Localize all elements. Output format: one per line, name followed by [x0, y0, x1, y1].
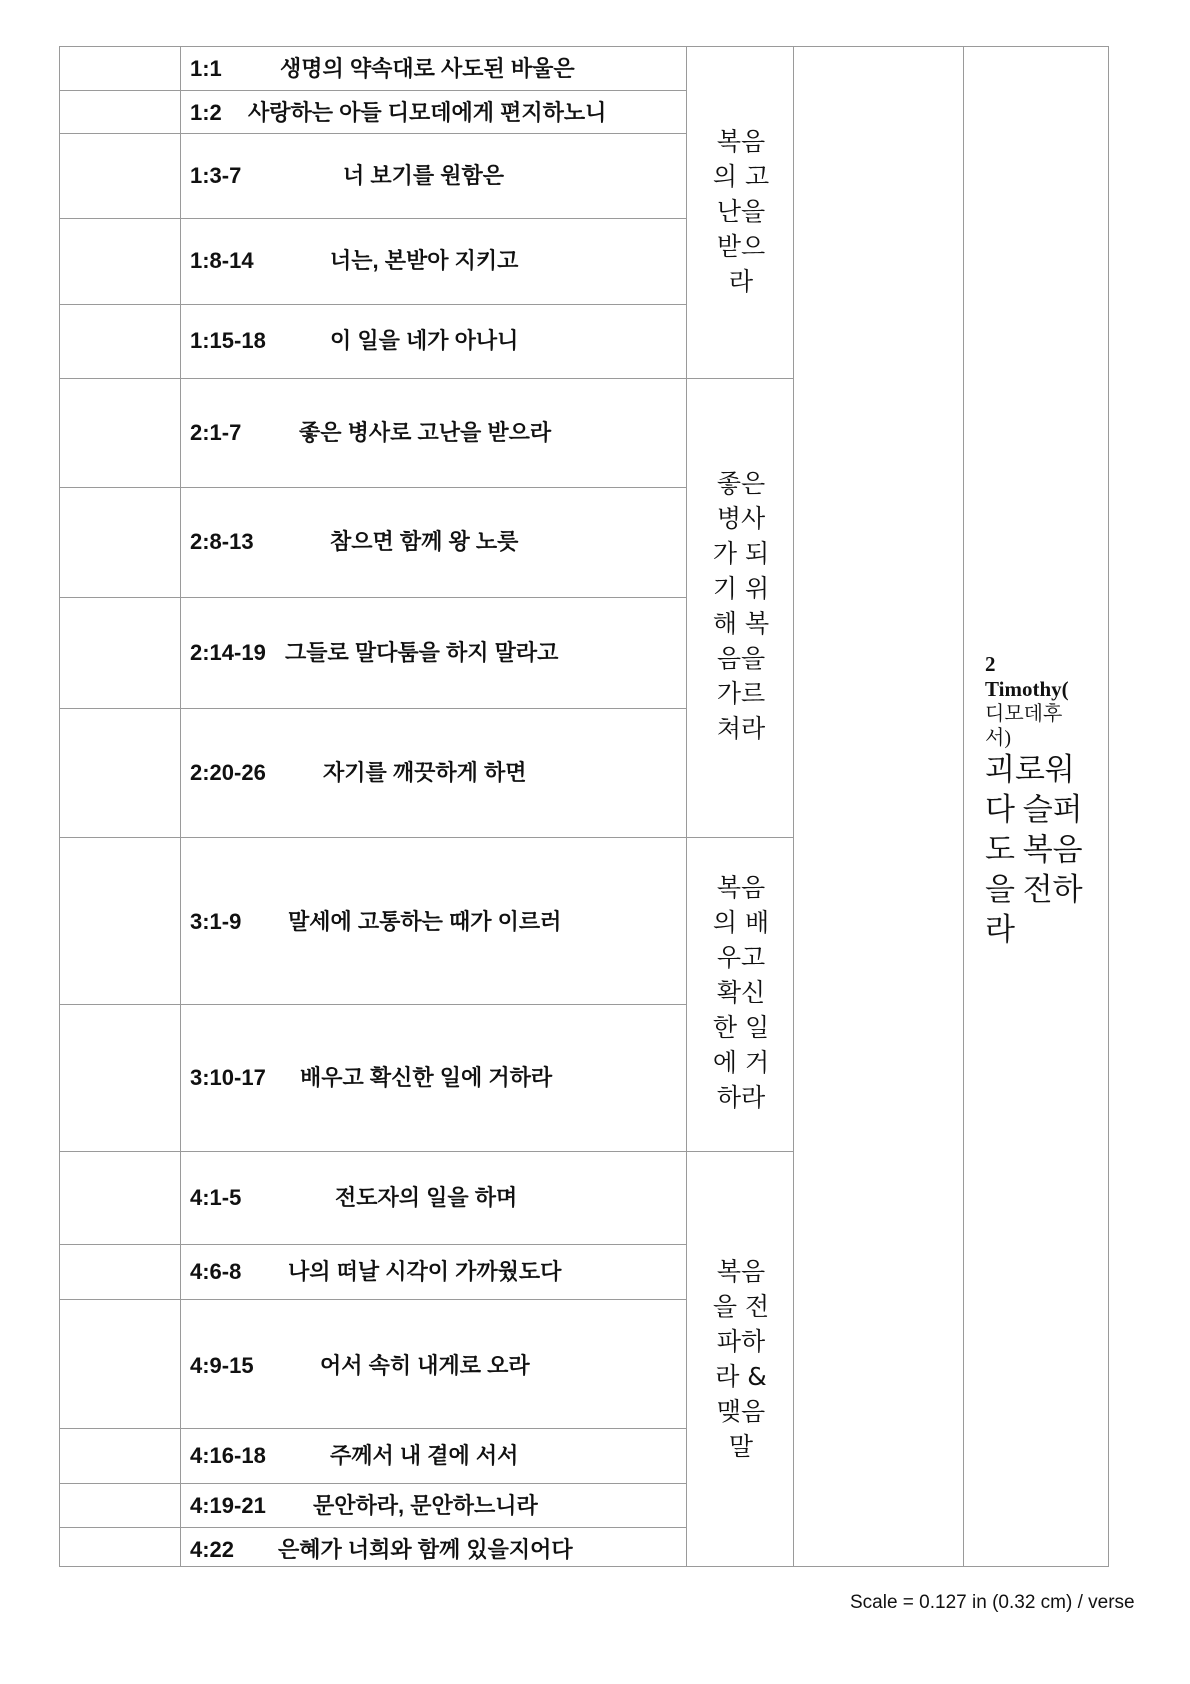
- section-line: 한 일: [712, 1013, 770, 1042]
- section-line: 복음: [716, 873, 766, 902]
- passage-title: 주께서 내 곁에 서서: [330, 1443, 519, 1468]
- passage-row: [190, 529, 518, 555]
- row-separator: [59, 1151, 794, 1152]
- passage-title: 어서 속히 내게로 오라: [320, 1353, 530, 1378]
- section-line: 맺음: [716, 1397, 766, 1426]
- section-line: 의 고: [712, 162, 770, 191]
- passage-title: 전도자의 일을 하며: [335, 1185, 518, 1210]
- book-theme-line: 다 슬퍼: [985, 792, 1083, 827]
- section-line: 받으: [716, 232, 766, 261]
- passage-ref: 1:1: [190, 56, 222, 81]
- section-line: 하라: [716, 1083, 766, 1112]
- row-separator: [59, 1428, 687, 1429]
- passage-row: [190, 640, 558, 666]
- passage-ref: 4:1-5: [190, 1185, 242, 1210]
- book-theme-line: 괴로워: [985, 752, 1075, 787]
- passage-row: [190, 1493, 538, 1519]
- passage-row: [190, 100, 606, 126]
- passage-title: 은혜가 너희와 함께 있을지어다: [278, 1537, 573, 1562]
- section-line: 라 &: [715, 1362, 767, 1391]
- row-separator: [59, 378, 794, 379]
- passage-ref: 2:8-13: [190, 529, 254, 554]
- passage-ref: 3:1-9: [190, 909, 242, 934]
- section-label: [688, 870, 794, 1115]
- passage-row: [190, 163, 504, 189]
- book-title: [985, 652, 1095, 950]
- passage-title: 너는, 본받아 지키고: [330, 248, 519, 273]
- row-separator: [59, 90, 687, 91]
- book-theme-line: 을 전하: [985, 872, 1083, 907]
- section-line: 난을: [716, 197, 766, 226]
- passage-title: 나의 떠날 시각이 가까웠도다: [288, 1259, 562, 1284]
- passage-row: [190, 420, 551, 446]
- row-separator: [59, 1483, 687, 1484]
- passage-ref: 4:16-18: [190, 1443, 266, 1468]
- passage-row: [190, 56, 575, 82]
- passage-title: 생명의 약속대로 사도된 바울은: [280, 56, 575, 81]
- passage-ref: 1:3-7: [190, 163, 242, 188]
- passage-ref: 4:19-21: [190, 1493, 266, 1518]
- section-line: 에 거: [712, 1048, 770, 1077]
- passage-title: 좋은 병사로 고난을 받으라: [299, 420, 552, 445]
- section-line: 복음: [716, 1257, 766, 1286]
- section-line: 음을: [716, 644, 766, 673]
- passage-title: 배우고 확신한 일에 거하라: [300, 1065, 553, 1090]
- passage-row: [190, 1185, 517, 1211]
- passage-row: [190, 328, 518, 354]
- passage-row: [190, 760, 527, 786]
- book-theme-line: 라: [985, 912, 1015, 947]
- row-separator: [59, 708, 687, 709]
- section-label: [688, 1254, 794, 1464]
- passage-ref: 1:2: [190, 100, 222, 125]
- book-korean-name: 디모데후: [985, 703, 1063, 725]
- row-separator: [59, 304, 687, 305]
- section-line: 파하: [716, 1327, 766, 1356]
- passage-title: 사랑하는 아들 디모데에게 편지하노니: [248, 100, 607, 125]
- table-border-bottom: [59, 1566, 1109, 1567]
- row-separator: [59, 1527, 687, 1528]
- row-separator: [59, 487, 687, 488]
- passage-title: 자기를 깨끗하게 하면: [323, 760, 527, 785]
- section-label: [688, 466, 794, 746]
- passage-title: 너 보기를 원함은: [343, 163, 504, 188]
- row-separator: [59, 133, 687, 134]
- book-theme-line: 도 복음: [985, 832, 1083, 867]
- passage-ref: 4:22: [190, 1537, 235, 1562]
- passage-row: [190, 1065, 552, 1091]
- passage-row: [190, 909, 561, 935]
- section-line: 해 복: [712, 609, 770, 638]
- table-border-left: [59, 46, 60, 1567]
- section-line: 우고: [716, 943, 766, 972]
- passage-row: [190, 1259, 561, 1285]
- section-line: 쳐라: [716, 714, 766, 743]
- section-line: 가 되: [712, 539, 770, 568]
- row-separator: [59, 218, 687, 219]
- column-divider-4: [963, 46, 964, 1567]
- section-label: [688, 124, 794, 299]
- section-line: 복음: [716, 127, 766, 156]
- row-separator: [59, 597, 687, 598]
- passage-row: [190, 1537, 573, 1563]
- book-number: 2: [985, 652, 996, 676]
- book-korean-name-end: 서): [985, 727, 1011, 749]
- passage-row: [190, 1443, 518, 1469]
- row-separator: [59, 1004, 687, 1005]
- section-line: 의 배: [712, 908, 770, 937]
- section-line: 라: [728, 267, 754, 296]
- passage-row: [190, 1353, 530, 1379]
- section-line: 을 전: [712, 1292, 770, 1321]
- passage-title: 말세에 고통하는 때가 이르러: [288, 909, 562, 934]
- book-name: Timothy(: [985, 677, 1069, 701]
- scale-note: Scale = 0.127 in (0.32 cm) / verse: [850, 1592, 1135, 1613]
- section-line: 가르: [716, 679, 766, 708]
- section-line: 확신: [716, 978, 766, 1007]
- table-border-right: [1108, 46, 1109, 1567]
- section-line: 병사: [716, 504, 766, 533]
- passage-ref: 2:1-7: [190, 420, 242, 445]
- table-border-top: [59, 46, 1109, 47]
- passage-title: 문안하라, 문안하느니라: [313, 1493, 538, 1518]
- row-separator: [59, 837, 794, 838]
- passage-ref: 4:6-8: [190, 1259, 242, 1284]
- section-line: 기 위: [712, 574, 770, 603]
- passage-title: 이 일을 네가 아나니: [330, 328, 519, 353]
- passage-ref: 2:20-26: [190, 760, 266, 785]
- passage-ref: 4:9-15: [190, 1353, 254, 1378]
- passage-title: 그들로 말다툼을 하지 말라고: [285, 640, 559, 665]
- section-line: 말: [728, 1432, 754, 1461]
- passage-ref: 3:10-17: [190, 1065, 266, 1090]
- row-separator: [59, 1299, 687, 1300]
- passage-ref: 1:15-18: [190, 328, 266, 353]
- passage-row: [190, 248, 518, 274]
- passage-title: 참으면 함께 왕 노릇: [330, 529, 519, 554]
- passage-ref: 2:14-19: [190, 640, 266, 665]
- column-divider-1: [180, 46, 181, 1567]
- section-line: 좋은: [716, 469, 766, 498]
- row-separator: [59, 1244, 687, 1245]
- column-divider-2: [686, 46, 687, 1567]
- passage-ref: 1:8-14: [190, 248, 254, 273]
